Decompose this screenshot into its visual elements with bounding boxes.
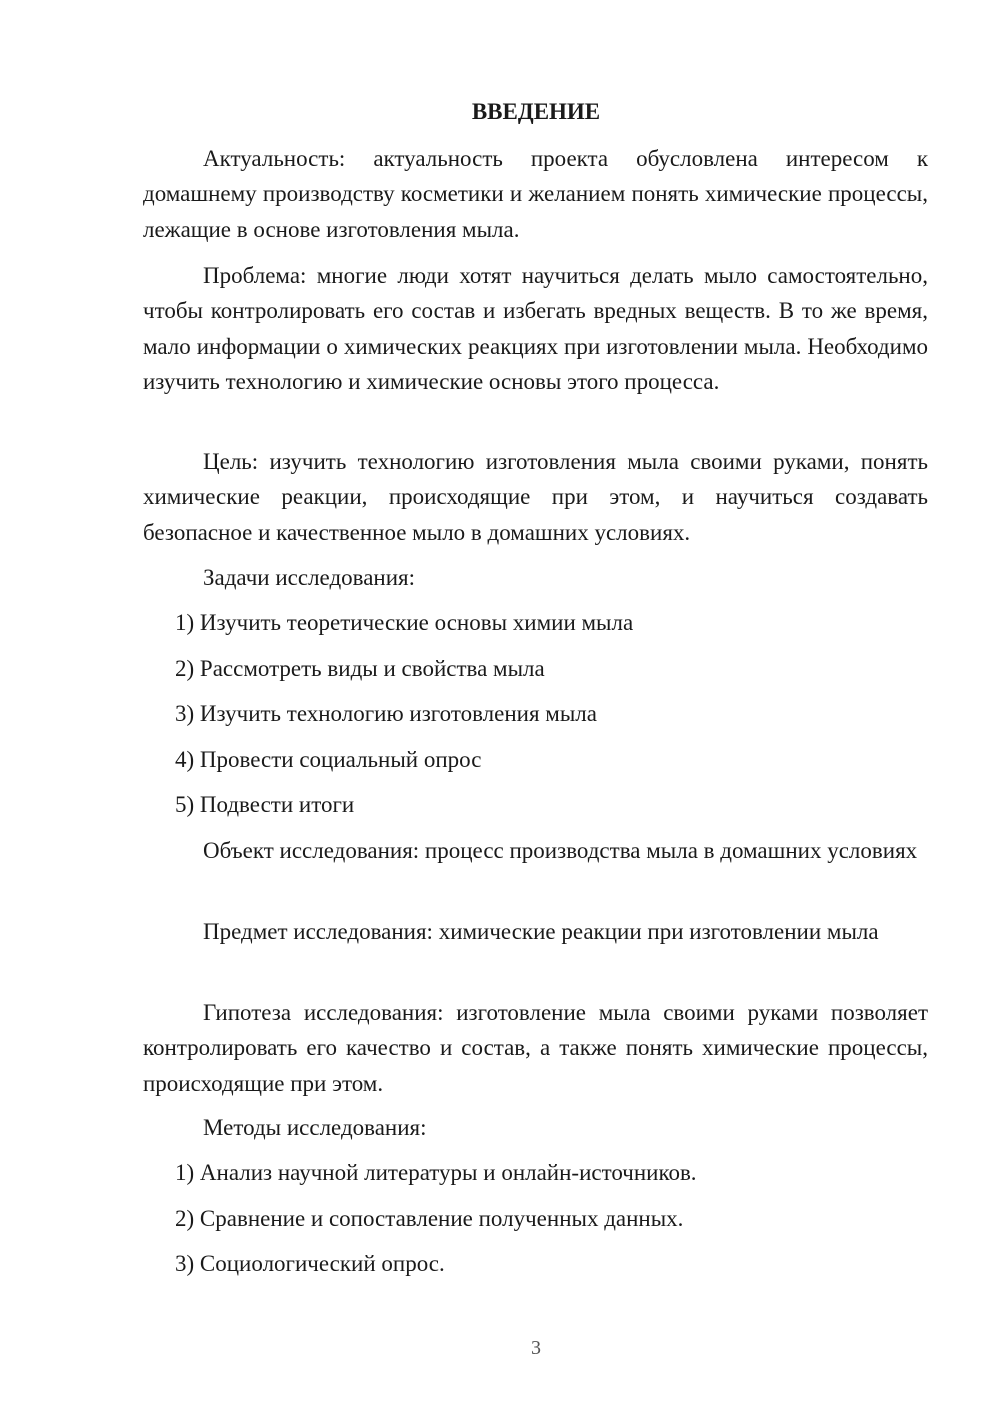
task-item: 5) Подвести итоги bbox=[175, 792, 355, 817]
relevance-paragraph: Актуальность: актуальность проекта обусловлена интересом к домашнему производству косметики и желанием понять химические процессы, лежащие в основе изготовления мыла. bbox=[143, 146, 928, 242]
method-item: 1) Анализ научной литературы и онлайн-источников. bbox=[175, 1160, 697, 1185]
object-paragraph: Объект исследования: процесс производства мыла в домашних условиях bbox=[203, 838, 918, 863]
subject-paragraph: Предмет исследования: химические реакции при изготовлении мыла bbox=[203, 919, 879, 944]
page-title: ВВЕДЕНИЕ bbox=[471, 99, 601, 124]
tasks-heading: Задачи исследования: bbox=[203, 565, 416, 590]
problem-paragraph: Проблема: многие люди хотят научиться делать мыло самостоятельно, чтобы контролировать его состав и избегать вредных веществ. В то же время, мало информации о химических реакциях при изготовлении мыла. Необходимо изучить технологию и химические основы этого процесса. bbox=[143, 263, 928, 394]
methods-heading: Методы исследования: bbox=[203, 1115, 427, 1140]
task-item: 1) Изучить теоретические основы химии мыла bbox=[175, 610, 634, 635]
task-item: 4) Провести социальный опрос bbox=[175, 747, 482, 772]
method-item: 2) Сравнение и сопоставление полученных данных. bbox=[175, 1206, 684, 1231]
method-item: 3) Социологический опрос. bbox=[175, 1251, 445, 1276]
goal-paragraph: Цель: изучить технологию изготовления мыла своими руками, понять химические реакции, происходящие при этом, и научиться создавать безопасное и качественное мыло в домашних условиях. bbox=[143, 449, 928, 545]
page-number: 3 bbox=[531, 1337, 541, 1359]
task-item: 3) Изучить технологию изготовления мыла bbox=[175, 701, 597, 726]
task-item: 2) Рассмотреть виды и свойства мыла bbox=[175, 656, 545, 681]
hypothesis-paragraph: Гипотеза исследования: изготовление мыла своими руками позволяет контролировать его качество и состав, а также понять химические процессы, происходящие при этом. bbox=[143, 1000, 928, 1096]
